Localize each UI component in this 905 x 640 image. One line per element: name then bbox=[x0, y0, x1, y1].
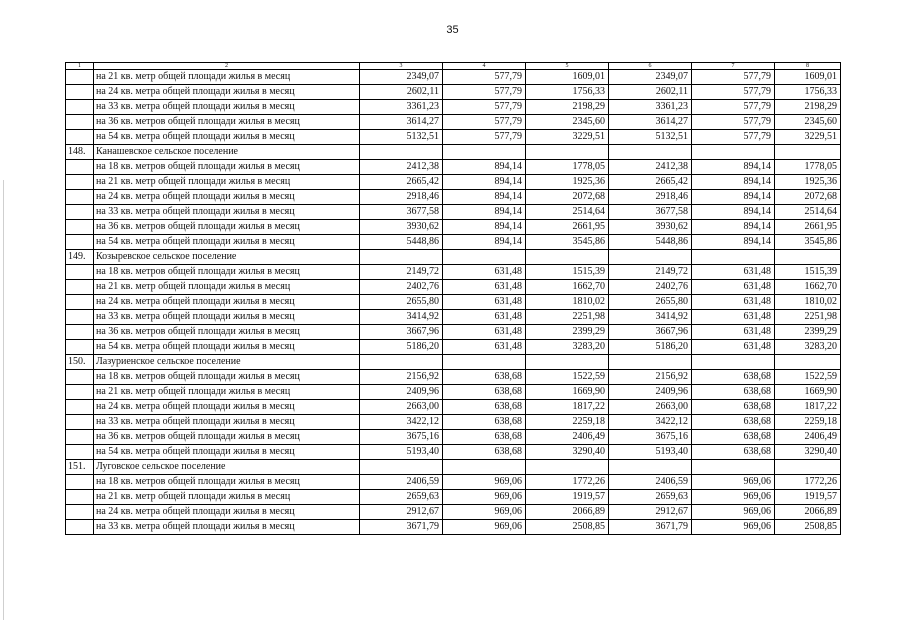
value-cell: 2918,46 bbox=[609, 190, 692, 205]
column-number: 8 bbox=[775, 63, 841, 70]
empty-cell bbox=[526, 250, 609, 265]
norm-description: на 24 кв. метра общей площади жилья в месяц bbox=[94, 505, 360, 520]
column-number: 6 bbox=[609, 63, 692, 70]
value-cell: 631,48 bbox=[692, 340, 775, 355]
value-cell: 3361,23 bbox=[609, 100, 692, 115]
value-cell: 1810,02 bbox=[775, 295, 841, 310]
value-cell: 3614,27 bbox=[360, 115, 443, 130]
norm-description: на 36 кв. метров общей площади жилья в месяц bbox=[94, 430, 360, 445]
value-cell: 577,79 bbox=[692, 100, 775, 115]
value-cell: 2655,80 bbox=[609, 295, 692, 310]
norm-description: на 33 кв. метра общей площади жилья в месяц bbox=[94, 205, 360, 220]
value-cell: 894,14 bbox=[443, 235, 526, 250]
value-cell: 2409,96 bbox=[360, 385, 443, 400]
empty-cell bbox=[360, 145, 443, 160]
table-row bbox=[66, 115, 841, 130]
value-cell: 2406,59 bbox=[360, 475, 443, 490]
value-cell: 894,14 bbox=[443, 220, 526, 235]
table-row bbox=[66, 400, 841, 415]
column-number: 4 bbox=[443, 63, 526, 70]
value-cell: 2508,85 bbox=[526, 520, 609, 535]
value-cell: 2149,72 bbox=[609, 265, 692, 280]
section-row bbox=[66, 460, 841, 475]
value-cell: 631,48 bbox=[692, 295, 775, 310]
column-number-row bbox=[66, 63, 841, 70]
row-number-cell bbox=[66, 70, 94, 85]
value-cell: 1609,01 bbox=[775, 70, 841, 85]
row-number-cell bbox=[66, 265, 94, 280]
column-number: 5 bbox=[526, 63, 609, 70]
empty-cell bbox=[360, 460, 443, 475]
value-cell: 577,79 bbox=[692, 130, 775, 145]
value-cell: 577,79 bbox=[443, 130, 526, 145]
value-cell: 631,48 bbox=[443, 265, 526, 280]
value-cell: 894,14 bbox=[692, 205, 775, 220]
value-cell: 2345,60 bbox=[526, 115, 609, 130]
value-cell: 5132,51 bbox=[609, 130, 692, 145]
value-cell: 1772,26 bbox=[775, 475, 841, 490]
table-row bbox=[66, 100, 841, 115]
value-cell: 2406,59 bbox=[609, 475, 692, 490]
value-cell: 5186,20 bbox=[360, 340, 443, 355]
value-cell: 2665,42 bbox=[609, 175, 692, 190]
value-cell: 2514,64 bbox=[526, 205, 609, 220]
table-row bbox=[66, 160, 841, 175]
value-cell: 3283,20 bbox=[775, 340, 841, 355]
table-row bbox=[66, 325, 841, 340]
row-number-cell bbox=[66, 415, 94, 430]
norm-description: на 24 кв. метра общей площади жилья в месяц bbox=[94, 295, 360, 310]
value-cell: 3414,92 bbox=[360, 310, 443, 325]
value-cell: 2659,63 bbox=[609, 490, 692, 505]
table-row bbox=[66, 490, 841, 505]
value-cell: 2251,98 bbox=[775, 310, 841, 325]
table-row bbox=[66, 430, 841, 445]
value-cell: 2409,96 bbox=[609, 385, 692, 400]
empty-cell bbox=[443, 460, 526, 475]
table-row bbox=[66, 85, 841, 100]
value-cell: 2066,89 bbox=[775, 505, 841, 520]
value-cell: 1515,39 bbox=[526, 265, 609, 280]
value-cell: 2399,29 bbox=[526, 325, 609, 340]
norm-description: на 36 кв. метров общей площади жилья в месяц bbox=[94, 220, 360, 235]
value-cell: 969,06 bbox=[443, 520, 526, 535]
value-cell: 2072,68 bbox=[526, 190, 609, 205]
row-number-cell bbox=[66, 115, 94, 130]
value-cell: 3229,51 bbox=[775, 130, 841, 145]
value-cell: 638,68 bbox=[443, 430, 526, 445]
value-cell: 1817,22 bbox=[526, 400, 609, 415]
table-row bbox=[66, 175, 841, 190]
empty-cell bbox=[443, 145, 526, 160]
section-title: Лазуриенское сельское поселение bbox=[94, 355, 360, 370]
norm-description: на 54 кв. метра общей площади жилья в месяц bbox=[94, 235, 360, 250]
value-cell: 577,79 bbox=[443, 100, 526, 115]
norm-description: на 18 кв. метров общей площади жилья в месяц bbox=[94, 265, 360, 280]
empty-cell bbox=[775, 145, 841, 160]
value-cell: 1522,59 bbox=[526, 370, 609, 385]
table-row bbox=[66, 130, 841, 145]
value-cell: 2663,00 bbox=[609, 400, 692, 415]
value-cell: 1662,70 bbox=[775, 280, 841, 295]
value-cell: 2602,11 bbox=[609, 85, 692, 100]
value-cell: 894,14 bbox=[443, 190, 526, 205]
value-cell: 2349,07 bbox=[609, 70, 692, 85]
value-cell: 2602,11 bbox=[360, 85, 443, 100]
row-number-cell bbox=[66, 310, 94, 325]
value-cell: 3677,58 bbox=[360, 205, 443, 220]
value-cell: 5448,86 bbox=[360, 235, 443, 250]
table-row bbox=[66, 445, 841, 460]
value-cell: 577,79 bbox=[443, 85, 526, 100]
table-row bbox=[66, 265, 841, 280]
value-cell: 5448,86 bbox=[609, 235, 692, 250]
value-cell: 1772,26 bbox=[526, 475, 609, 490]
value-cell: 1810,02 bbox=[526, 295, 609, 310]
empty-cell bbox=[775, 460, 841, 475]
empty-cell bbox=[526, 145, 609, 160]
value-cell: 3614,27 bbox=[609, 115, 692, 130]
value-cell: 3290,40 bbox=[775, 445, 841, 460]
norm-description: на 24 кв. метра общей площади жилья в месяц bbox=[94, 85, 360, 100]
table-row bbox=[66, 70, 841, 85]
value-cell: 2349,07 bbox=[360, 70, 443, 85]
row-number-cell bbox=[66, 370, 94, 385]
section-number: 150. bbox=[66, 355, 94, 370]
table-row bbox=[66, 235, 841, 250]
value-cell: 969,06 bbox=[692, 505, 775, 520]
section-number: 151. bbox=[66, 460, 94, 475]
value-cell: 2661,95 bbox=[775, 220, 841, 235]
norm-description: на 54 кв. метра общей площади жилья в месяц bbox=[94, 445, 360, 460]
value-cell: 1925,36 bbox=[775, 175, 841, 190]
value-cell: 894,14 bbox=[692, 160, 775, 175]
value-cell: 2665,42 bbox=[360, 175, 443, 190]
norm-description: на 21 кв. метр общей площади жилья в месяц bbox=[94, 490, 360, 505]
value-cell: 638,68 bbox=[692, 370, 775, 385]
empty-cell bbox=[443, 355, 526, 370]
table-row bbox=[66, 385, 841, 400]
empty-cell bbox=[609, 250, 692, 265]
empty-cell bbox=[443, 250, 526, 265]
row-number-cell bbox=[66, 85, 94, 100]
value-cell: 2406,49 bbox=[526, 430, 609, 445]
value-cell: 631,48 bbox=[443, 325, 526, 340]
norm-description: на 18 кв. метров общей площади жилья в месяц bbox=[94, 475, 360, 490]
norm-description: на 33 кв. метра общей площади жилья в месяц bbox=[94, 100, 360, 115]
value-cell: 2198,29 bbox=[775, 100, 841, 115]
row-number-cell bbox=[66, 295, 94, 310]
empty-cell bbox=[526, 355, 609, 370]
value-cell: 631,48 bbox=[692, 280, 775, 295]
value-cell: 638,68 bbox=[692, 430, 775, 445]
value-cell: 2259,18 bbox=[526, 415, 609, 430]
table-row bbox=[66, 475, 841, 490]
row-number-cell bbox=[66, 130, 94, 145]
row-number-cell bbox=[66, 520, 94, 535]
column-number: 1 bbox=[66, 63, 94, 70]
value-cell: 5186,20 bbox=[609, 340, 692, 355]
table-row bbox=[66, 220, 841, 235]
value-cell: 1515,39 bbox=[775, 265, 841, 280]
empty-cell bbox=[360, 250, 443, 265]
section-title: Козыревское сельское поселение bbox=[94, 250, 360, 265]
value-cell: 638,68 bbox=[692, 415, 775, 430]
value-cell: 631,48 bbox=[443, 280, 526, 295]
section-title: Канашевское сельское поселение bbox=[94, 145, 360, 160]
value-cell: 577,79 bbox=[692, 115, 775, 130]
row-number-cell bbox=[66, 385, 94, 400]
value-cell: 1756,33 bbox=[526, 85, 609, 100]
value-cell: 3671,79 bbox=[609, 520, 692, 535]
value-cell: 3422,12 bbox=[609, 415, 692, 430]
empty-cell bbox=[609, 460, 692, 475]
table-row bbox=[66, 370, 841, 385]
value-cell: 894,14 bbox=[692, 190, 775, 205]
value-cell: 3283,20 bbox=[526, 340, 609, 355]
value-cell: 2918,46 bbox=[360, 190, 443, 205]
value-cell: 3229,51 bbox=[526, 130, 609, 145]
value-cell: 894,14 bbox=[443, 175, 526, 190]
value-cell: 2345,60 bbox=[775, 115, 841, 130]
page-number: 35 bbox=[446, 24, 459, 36]
value-cell: 969,06 bbox=[443, 505, 526, 520]
value-cell: 969,06 bbox=[692, 520, 775, 535]
value-cell: 3930,62 bbox=[360, 220, 443, 235]
table-row bbox=[66, 415, 841, 430]
value-cell: 5132,51 bbox=[360, 130, 443, 145]
value-cell: 1778,05 bbox=[775, 160, 841, 175]
value-cell: 2402,76 bbox=[360, 280, 443, 295]
value-cell: 3675,16 bbox=[360, 430, 443, 445]
value-cell: 577,79 bbox=[692, 70, 775, 85]
value-cell: 5193,40 bbox=[360, 445, 443, 460]
value-cell: 1669,90 bbox=[526, 385, 609, 400]
column-number: 3 bbox=[360, 63, 443, 70]
value-cell: 1609,01 bbox=[526, 70, 609, 85]
value-cell: 631,48 bbox=[692, 310, 775, 325]
value-cell: 638,68 bbox=[443, 400, 526, 415]
value-cell: 1778,05 bbox=[526, 160, 609, 175]
column-number: 2 bbox=[94, 63, 360, 70]
value-cell: 969,06 bbox=[443, 475, 526, 490]
empty-cell bbox=[692, 355, 775, 370]
norm-description: на 24 кв. метра общей площади жилья в месяц bbox=[94, 400, 360, 415]
value-cell: 2655,80 bbox=[360, 295, 443, 310]
value-cell: 969,06 bbox=[692, 475, 775, 490]
value-cell: 2412,38 bbox=[360, 160, 443, 175]
table-row bbox=[66, 190, 841, 205]
value-cell: 638,68 bbox=[443, 370, 526, 385]
row-number-cell bbox=[66, 400, 94, 415]
value-cell: 638,68 bbox=[443, 445, 526, 460]
value-cell: 577,79 bbox=[692, 85, 775, 100]
table-row bbox=[66, 340, 841, 355]
value-cell: 3290,40 bbox=[526, 445, 609, 460]
value-cell: 577,79 bbox=[443, 115, 526, 130]
value-cell: 3671,79 bbox=[360, 520, 443, 535]
empty-cell bbox=[526, 460, 609, 475]
empty-cell bbox=[692, 145, 775, 160]
row-number-cell bbox=[66, 160, 94, 175]
value-cell: 2156,92 bbox=[360, 370, 443, 385]
table-row bbox=[66, 310, 841, 325]
value-cell: 2412,38 bbox=[609, 160, 692, 175]
value-cell: 3414,92 bbox=[609, 310, 692, 325]
norm-description: на 18 кв. метров общей площади жилья в месяц bbox=[94, 160, 360, 175]
value-cell: 894,14 bbox=[692, 235, 775, 250]
empty-cell bbox=[775, 250, 841, 265]
value-cell: 631,48 bbox=[692, 325, 775, 340]
value-cell: 894,14 bbox=[443, 160, 526, 175]
value-cell: 894,14 bbox=[692, 220, 775, 235]
section-row bbox=[66, 355, 841, 370]
section-number: 148. bbox=[66, 145, 94, 160]
norm-description: на 21 кв. метр общей площади жилья в месяц bbox=[94, 70, 360, 85]
value-cell: 2156,92 bbox=[609, 370, 692, 385]
row-number-cell bbox=[66, 340, 94, 355]
norm-description: на 36 кв. метров общей площади жилья в месяц bbox=[94, 325, 360, 340]
value-cell: 1817,22 bbox=[775, 400, 841, 415]
norm-description: на 54 кв. метра общей площади жилья в месяц bbox=[94, 130, 360, 145]
value-cell: 1669,90 bbox=[775, 385, 841, 400]
value-cell: 2149,72 bbox=[360, 265, 443, 280]
value-cell: 2072,68 bbox=[775, 190, 841, 205]
norm-description: на 33 кв. метра общей площади жилья в месяц bbox=[94, 310, 360, 325]
section-number: 149. bbox=[66, 250, 94, 265]
value-cell: 2514,64 bbox=[775, 205, 841, 220]
norm-description: на 54 кв. метра общей площади жилья в месяц bbox=[94, 340, 360, 355]
value-cell: 1662,70 bbox=[526, 280, 609, 295]
value-cell: 2912,67 bbox=[609, 505, 692, 520]
row-number-cell bbox=[66, 190, 94, 205]
value-cell: 631,48 bbox=[443, 310, 526, 325]
value-cell: 3667,96 bbox=[360, 325, 443, 340]
value-cell: 2066,89 bbox=[526, 505, 609, 520]
section-row bbox=[66, 145, 841, 160]
norm-description: на 21 кв. метр общей площади жилья в месяц bbox=[94, 385, 360, 400]
value-cell: 2402,76 bbox=[609, 280, 692, 295]
value-cell: 1919,57 bbox=[775, 490, 841, 505]
table-row bbox=[66, 205, 841, 220]
row-number-cell bbox=[66, 175, 94, 190]
value-cell: 2912,67 bbox=[360, 505, 443, 520]
row-number-cell bbox=[66, 490, 94, 505]
row-number-cell bbox=[66, 235, 94, 250]
value-cell: 2198,29 bbox=[526, 100, 609, 115]
norm-description: на 21 кв. метр общей площади жилья в месяц bbox=[94, 280, 360, 295]
value-cell: 2508,85 bbox=[775, 520, 841, 535]
value-cell: 2259,18 bbox=[775, 415, 841, 430]
row-number-cell bbox=[66, 445, 94, 460]
value-cell: 2659,63 bbox=[360, 490, 443, 505]
empty-cell bbox=[360, 355, 443, 370]
norm-description: на 24 кв. метра общей площади жилья в месяц bbox=[94, 190, 360, 205]
value-cell: 3930,62 bbox=[609, 220, 692, 235]
scan-margin-line bbox=[3, 180, 4, 620]
value-cell: 638,68 bbox=[692, 385, 775, 400]
column-number: 7 bbox=[692, 63, 775, 70]
value-cell: 2399,29 bbox=[775, 325, 841, 340]
value-cell: 577,79 bbox=[443, 70, 526, 85]
value-cell: 2251,98 bbox=[526, 310, 609, 325]
table-row bbox=[66, 280, 841, 295]
value-cell: 5193,40 bbox=[609, 445, 692, 460]
value-cell: 631,48 bbox=[443, 340, 526, 355]
row-number-cell bbox=[66, 475, 94, 490]
norm-description: на 36 кв. метров общей площади жилья в месяц bbox=[94, 115, 360, 130]
value-cell: 1919,57 bbox=[526, 490, 609, 505]
value-cell: 894,14 bbox=[692, 175, 775, 190]
empty-cell bbox=[775, 355, 841, 370]
row-number-cell bbox=[66, 100, 94, 115]
value-cell: 3667,96 bbox=[609, 325, 692, 340]
value-cell: 969,06 bbox=[443, 490, 526, 505]
section-title: Луговское сельское поселение bbox=[94, 460, 360, 475]
value-cell: 894,14 bbox=[443, 205, 526, 220]
value-cell: 3675,16 bbox=[609, 430, 692, 445]
table-row bbox=[66, 295, 841, 310]
row-number-cell bbox=[66, 220, 94, 235]
value-cell: 969,06 bbox=[692, 490, 775, 505]
norm-description: на 21 кв. метр общей площади жилья в месяц bbox=[94, 175, 360, 190]
row-number-cell bbox=[66, 430, 94, 445]
table-row bbox=[66, 505, 841, 520]
value-cell: 1925,36 bbox=[526, 175, 609, 190]
empty-cell bbox=[692, 250, 775, 265]
empty-cell bbox=[609, 355, 692, 370]
table-body bbox=[66, 63, 841, 535]
value-cell: 2663,00 bbox=[360, 400, 443, 415]
norm-description: на 33 кв. метра общей площади жилья в месяц bbox=[94, 520, 360, 535]
value-cell: 3677,58 bbox=[609, 205, 692, 220]
row-number-cell bbox=[66, 205, 94, 220]
tariff-table bbox=[65, 62, 841, 535]
norm-description: на 33 кв. метра общей площади жилья в месяц bbox=[94, 415, 360, 430]
value-cell: 631,48 bbox=[443, 295, 526, 310]
value-cell: 631,48 bbox=[692, 265, 775, 280]
value-cell: 638,68 bbox=[692, 400, 775, 415]
norm-description: на 18 кв. метров общей площади жилья в месяц bbox=[94, 370, 360, 385]
section-row bbox=[66, 250, 841, 265]
empty-cell bbox=[692, 460, 775, 475]
value-cell: 638,68 bbox=[443, 415, 526, 430]
value-cell: 1756,33 bbox=[775, 85, 841, 100]
value-cell: 2406,49 bbox=[775, 430, 841, 445]
value-cell: 2661,95 bbox=[526, 220, 609, 235]
value-cell: 3422,12 bbox=[360, 415, 443, 430]
value-cell: 1522,59 bbox=[775, 370, 841, 385]
table-row bbox=[66, 520, 841, 535]
row-number-cell bbox=[66, 505, 94, 520]
value-cell: 638,68 bbox=[443, 385, 526, 400]
row-number-cell bbox=[66, 280, 94, 295]
empty-cell bbox=[609, 145, 692, 160]
value-cell: 3545,86 bbox=[526, 235, 609, 250]
value-cell: 638,68 bbox=[692, 445, 775, 460]
row-number-cell bbox=[66, 325, 94, 340]
value-cell: 3361,23 bbox=[360, 100, 443, 115]
value-cell: 3545,86 bbox=[775, 235, 841, 250]
